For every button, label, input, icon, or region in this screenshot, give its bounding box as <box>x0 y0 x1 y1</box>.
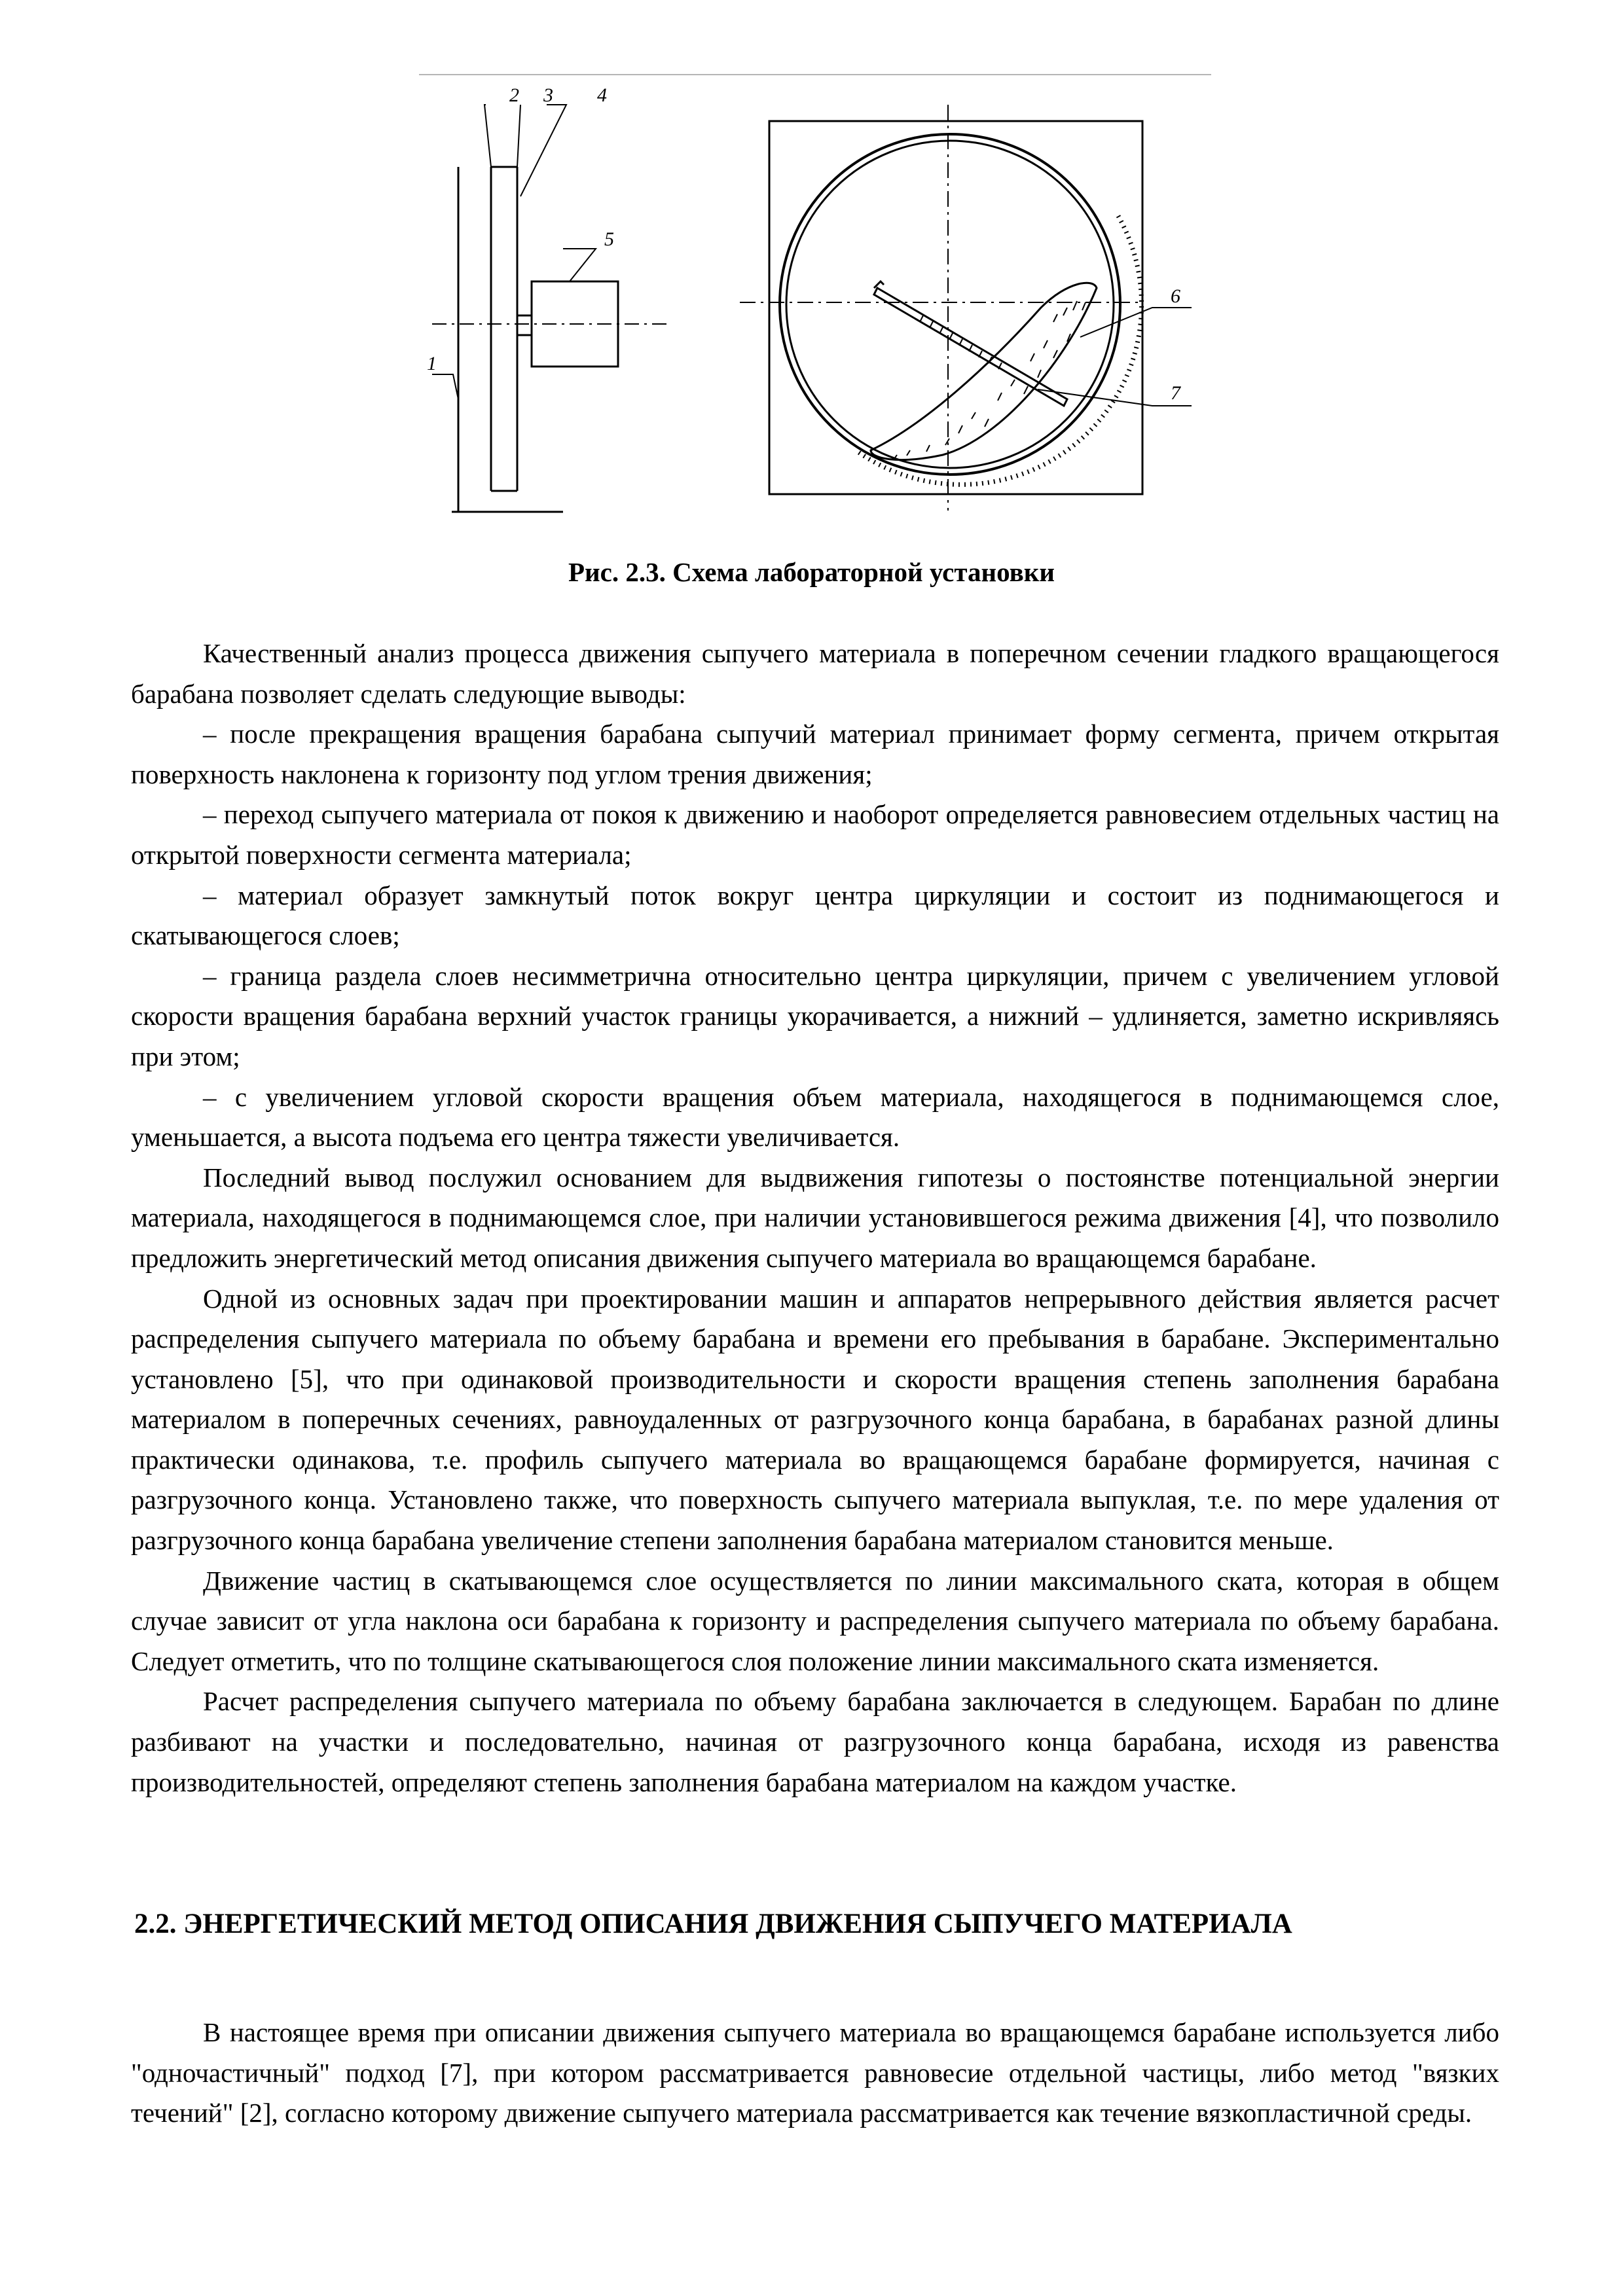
label-4: 4 <box>597 84 607 106</box>
paragraph: В настоящее время при описании движения сыпучего материала во вращающемся барабане используется либо "одночастичный" подход [7], при котором рассматривается равновесие отдельной частицы, либо метод "вязких течений" [2], согласно которому движение сыпучего материала рассматривается как течение вязкопластичной среды. <box>131 2017 1499 2128</box>
paragraph: Расчет распределения сыпучего материала по объему барабана заключается в следующем. Барабан по длине разбивают на участки и последовательно, начиная от разгрузочного конца барабана, исходя из равенства производительностей, определяют степень заполнения барабана материалом на каждом участке. <box>131 1686 1499 1797</box>
paragraph: Последний вывод послужил основанием для выдвижения гипотезы о постоянстве потенциальной энергии материала, находящегося в поднимающемся слое, при наличии установившегося режима движения [4], что позволило предложить энергетический метод описания движения сыпучего материала во вращающемся барабане. <box>131 1162 1499 1273</box>
list-item: – материал образует замкнутый поток вокруг центра циркуляции и состоит из поднимающегося и скатывающегося слоев; <box>131 880 1499 951</box>
label-6: 6 <box>1171 285 1180 307</box>
paragraph: Движение частиц в скатывающемся слое осуществляется по линии максимального ската, которая в общем случае зависит от угла наклона оси барабана к горизонту и распределения сыпучего материала по объему барабана. Следует отметить, что по толщине скатывающегося слоя положение линии максимального ската изменяется. <box>131 1565 1499 1676</box>
side-view <box>432 105 668 512</box>
list-item: – переход сыпучего материала от покоя к движению и наоборот определяется равновесием отдельных частиц на открытой поверхности сегмента материала; <box>131 799 1499 870</box>
paragraph: Качественный анализ процесса движения сыпучего материала в поперечном сечении гладкого вращающегося барабана позволяет сделать следующие выводы: <box>131 638 1499 709</box>
lab-setup-diagram <box>412 72 1224 530</box>
front-view <box>740 105 1192 511</box>
body-text-before <box>131 634 1499 1803</box>
label-5: 5 <box>604 228 614 250</box>
list-item: – граница раздела слоев несимметрична относительно центра циркуляции, причем с увеличением угловой скорости вращения барабана верхний участок границы укорачивается, а нижний – удлиняется, заметно искривляясь при этом; <box>131 960 1499 1071</box>
body-text-after <box>131 2013 1499 2134</box>
figure-caption: Рис. 2.3. Схема лабораторной установки <box>568 557 1055 587</box>
list-item: – с увеличением угловой скорости вращения объем материала, находящегося в поднимающемся слое, уменьшается, а высота подъема его центра тяжести увеличивается. <box>131 1081 1499 1153</box>
label-1: 1 <box>427 353 437 374</box>
list-item: – после прекращения вращения барабана сыпучий материал принимает форму сегмента, причем открытая поверхность наклонена к горизонту под углом трения движения; <box>131 719 1499 789</box>
figure-lab-setup <box>412 72 1224 530</box>
label-7: 7 <box>1171 382 1180 404</box>
label-2: 2 <box>509 84 519 106</box>
label-3: 3 <box>543 84 553 106</box>
paragraph: Одной из основных задач при проектировании машин и аппаратов непрерывного действия является расчет распределения сыпучего материала по объему барабана и времени его пребывания в барабане. Экспериментально установлено [5], что при одинаковой производительности и скорости вращения степень заполнения барабана материалом в поперечных сечениях, равноудаленных от разгрузочного конца барабана, в барабанах разной длины практически одинакова, т.е. профиль сыпучего материала во вращающемся барабане формируется, начиная с разгрузочного конца. Установлено также, что поверхность сыпучего материала выпуклая, т.е. по мере удаления от разгрузочного конца барабана увеличение степени заполнения барабана материалом становится меньше. <box>131 1283 1499 1556</box>
section-heading: 2.2. ЭНЕРГЕТИЧЕСКИЙ МЕТОД ОПИСАНИЯ ДВИЖЕНИЯ СЫПУЧЕГО МАТЕРИАЛА <box>134 1909 1292 1939</box>
